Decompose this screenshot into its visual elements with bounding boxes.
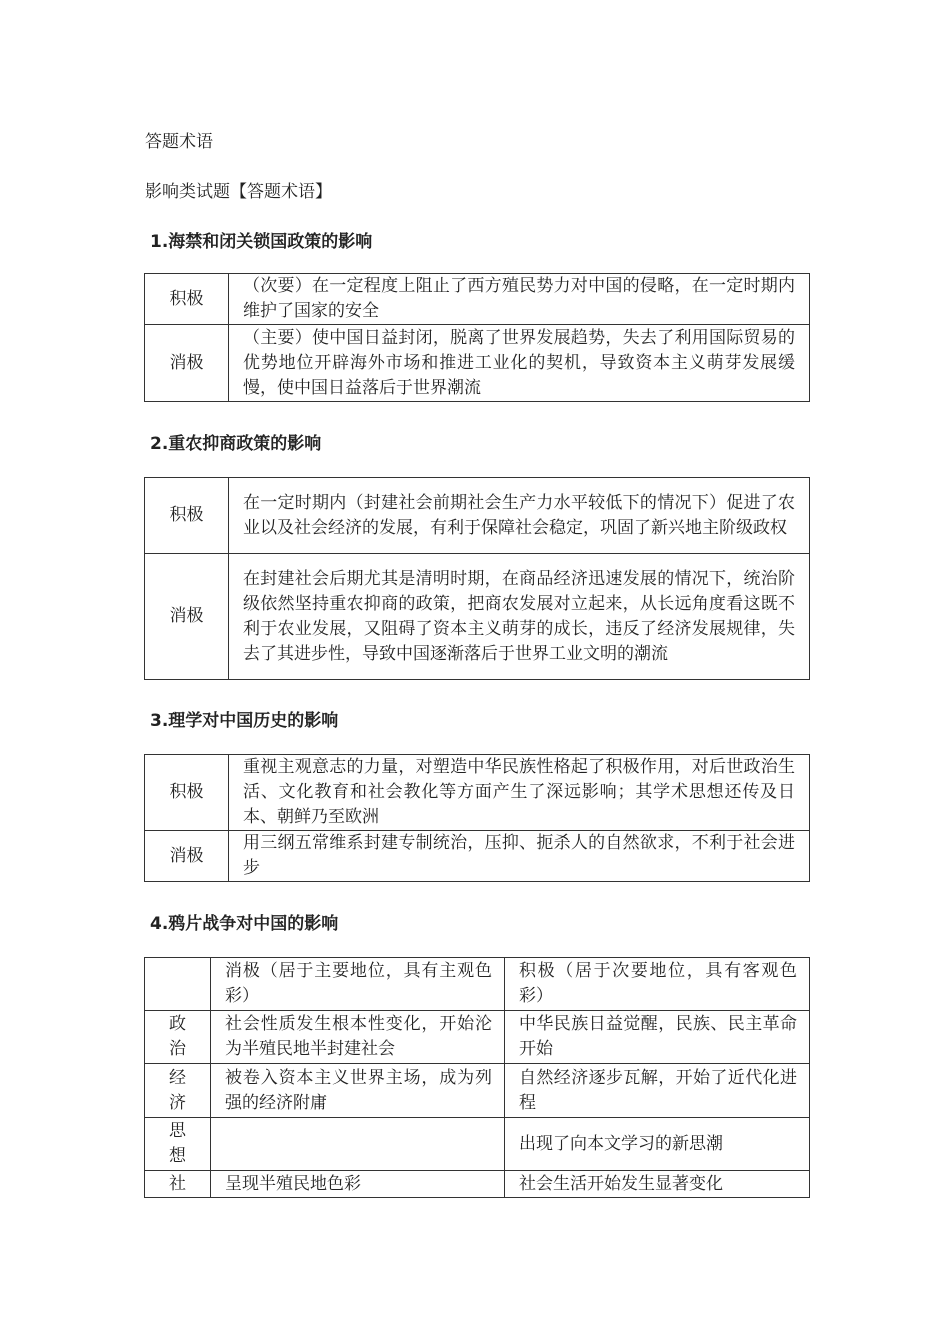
row-text: 在封建社会后期尤其是清明时期，在商品经济迅速发展的情况下，统治阶级依然坚持重农抑商的政策，把商农发展对立起来，从长远角度看这既不利于农业发展，又阻碍了资本主义萌芽的成长，违反了经济发展规律，失去了其进步性，导致中国逐渐落后于世界工业文明的潮流 — [229, 554, 810, 680]
table-row — [145, 755, 810, 831]
document-subtitle: 影响类试题【答题术语】 — [145, 182, 332, 202]
section-4-table — [144, 957, 810, 1198]
positive-cell: 出现了向本文学习的新思潮 — [505, 1118, 810, 1171]
header-blank-cell — [145, 958, 211, 1011]
row-text: 用三纲五常维系封建专制统治，压抑、扼杀人的自然欲求，不利于社会进步 — [229, 831, 810, 882]
row-label: 积极 — [145, 274, 229, 325]
positive-cell: 中华民族日益觉醒，民族、民主革命开始 — [505, 1011, 810, 1064]
positive-cell: 自然经济逐步瓦解，开始了近代化进程 — [505, 1064, 810, 1118]
row-label: 消极 — [145, 554, 229, 680]
table-row — [145, 554, 810, 680]
document-title: 答题术语 — [145, 132, 213, 152]
row-label: 社 — [169, 1173, 186, 1194]
row-label: 积极 — [145, 478, 229, 554]
section-3-heading: 3.理学对中国历史的影响 — [150, 711, 339, 731]
table-row — [145, 478, 810, 554]
row-text: （次要）在一定程度上阻止了西方殖民势力对中国的侵略，在一定时期内维护了国家的安全 — [229, 274, 810, 325]
row-label: 积极 — [145, 755, 229, 831]
positive-cell: 社会生活开始发生显著变化 — [505, 1171, 810, 1198]
table-row — [145, 1011, 810, 1064]
row-label: 经济 — [169, 1067, 186, 1113]
header-negative: 消极（居于主要地位，具有主观色彩） — [211, 958, 505, 1011]
table-row — [145, 1171, 810, 1198]
table-row — [145, 325, 810, 402]
header-positive: 积极（居于次要地位，具有客观色彩） — [505, 958, 810, 1011]
row-text: 重视主观意志的力量，对塑造中华民族性格起了积极作用，对后世政治生活、文化教育和社会教化等方面产生了深远影响；其学术思想还传及日本、朝鲜乃至欧洲 — [229, 755, 810, 831]
row-text: 在一定时期内（封建社会前期社会生产力水平较低下的情况下）促进了农业以及社会经济的发展，有利于保障社会稳定，巩固了新兴地主阶级政权 — [229, 478, 810, 554]
table-row — [145, 958, 810, 1011]
section-3-table — [144, 754, 810, 882]
table-row — [145, 274, 810, 325]
section-2-table — [144, 477, 810, 680]
row-label: 政治 — [169, 1014, 186, 1059]
negative-cell — [211, 1118, 505, 1171]
row-label: 消极 — [145, 325, 229, 402]
table-row — [145, 1064, 810, 1118]
row-label: 消极 — [145, 831, 229, 882]
negative-cell: 社会性质发生根本性变化，开始沦为半殖民地半封建社会 — [211, 1011, 505, 1064]
section-4-heading: 4.鸦片战争对中国的影响 — [150, 914, 339, 934]
negative-cell: 呈现半殖民地色彩 — [211, 1171, 505, 1198]
section-2-heading: 2.重农抑商政策的影响 — [150, 434, 322, 454]
section-1-heading: 1.海禁和闭关锁国政策的影响 — [150, 232, 373, 252]
row-label: 思想 — [169, 1121, 186, 1166]
table-row — [145, 831, 810, 882]
table-row — [145, 1118, 810, 1171]
row-text: （主要）使中国日益封闭，脱离了世界发展趋势，失去了利用国际贸易的优势地位开辟海外市场和推进工业化的契机，导致资本主义萌芽发展缓慢，使中国日益落后于世界潮流 — [229, 325, 810, 402]
negative-cell: 被卷入资本主义世界主场，成为列强的经济附庸 — [211, 1064, 505, 1118]
section-1-table — [144, 273, 810, 402]
